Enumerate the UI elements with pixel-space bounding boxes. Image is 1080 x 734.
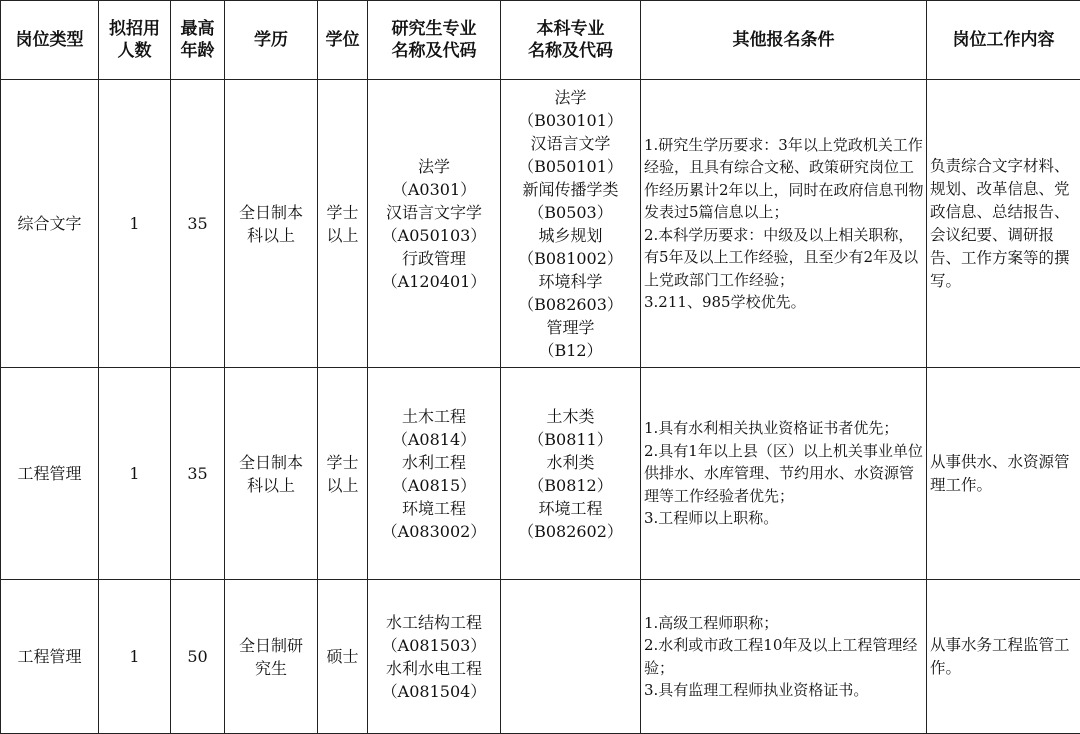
cell-age: 35 [171, 80, 225, 368]
header-ug-major: 本科专业 名称及代码 [501, 1, 641, 80]
cell-count: 1 [99, 580, 171, 734]
cell-education: 全日制本 科以上 [225, 368, 318, 580]
cell-grad-major: 土木工程 （A0814） 水利工程 （A0815） 环境工程 （A083002） [368, 368, 501, 580]
cell-duty: 从事供水、水资源管理工作。 [927, 368, 1080, 580]
cell-ug-major [501, 580, 641, 734]
cell-degree: 硕士 [318, 580, 368, 734]
cell-education: 全日制本 科以上 [225, 80, 318, 368]
header-conditions: 其他报名条件 [641, 1, 927, 80]
header-education: 学历 [225, 1, 318, 80]
cell-grad-major: 法学 （A0301） 汉语言文字学 （A050103） 行政管理 （A120401） [368, 80, 501, 368]
cell-count: 1 [99, 368, 171, 580]
cell-degree: 学士 以上 [318, 80, 368, 368]
cell-conditions: 1.具有水利相关执业资格证书者优先； 2.具有1年以上县（区）以上机关事业单位供排水、水库管理、节约用水、水资源管理等工作经验者优先； 3.工程师以上职称。 [641, 368, 927, 580]
header-duty: 岗位工作内容 [927, 1, 1080, 80]
table-row [1, 80, 1080, 368]
cell-conditions: 1.研究生学历要求：3年以上党政机关工作经验，且具有综合文秘、政策研究岗位工作经历累计2年以上，同时在政府信息刊物发表过5篇信息以上； 2.本科学历要求：中级及以上相关职称，有5年及以上工作经验，且至少有2年及以上党政部门工作经验； 3.211、985学校优先。 [641, 80, 927, 368]
header-count: 拟招用 人数 [99, 1, 171, 80]
cell-type: 综合文字 [1, 80, 99, 368]
header-row [1, 1, 1080, 80]
cell-degree: 学士 以上 [318, 368, 368, 580]
cell-age: 35 [171, 368, 225, 580]
header-grad-major: 研究生专业 名称及代码 [368, 1, 501, 80]
cell-education: 全日制研 究生 [225, 580, 318, 734]
cell-ug-major: 法学 （B030101） 汉语言文学 （B050101） 新闻传播学类 （B0503） 城乡规划 （B081002） 环境科学 （B082603） 管理学 （B12） [501, 80, 641, 368]
cell-ug-major: 土木类 （B0811） 水利类 （B0812） 环境工程 （B082602） [501, 368, 641, 580]
header-degree: 学位 [318, 1, 368, 80]
cell-duty: 负责综合文字材料、规划、改革信息、党政信息、总结报告、会议纪要、调研报告、工作方案等的撰写。 [927, 80, 1080, 368]
cell-grad-major: 水工结构工程 （A081503） 水利水电工程 （A081504） [368, 580, 501, 734]
table-row [1, 580, 1080, 734]
cell-duty: 从事水务工程监管工作。 [927, 580, 1080, 734]
cell-type: 工程管理 [1, 368, 99, 580]
cell-type: 工程管理 [1, 580, 99, 734]
header-type: 岗位类型 [1, 1, 99, 80]
header-age: 最高 年龄 [171, 1, 225, 80]
cell-conditions: 1.高级工程师职称； 2.水利或市政工程10年及以上工程管理经验； 3.具有监理工程师执业资格证书。 [641, 580, 927, 734]
cell-age: 50 [171, 580, 225, 734]
cell-count: 1 [99, 80, 171, 368]
table-row [1, 368, 1080, 580]
